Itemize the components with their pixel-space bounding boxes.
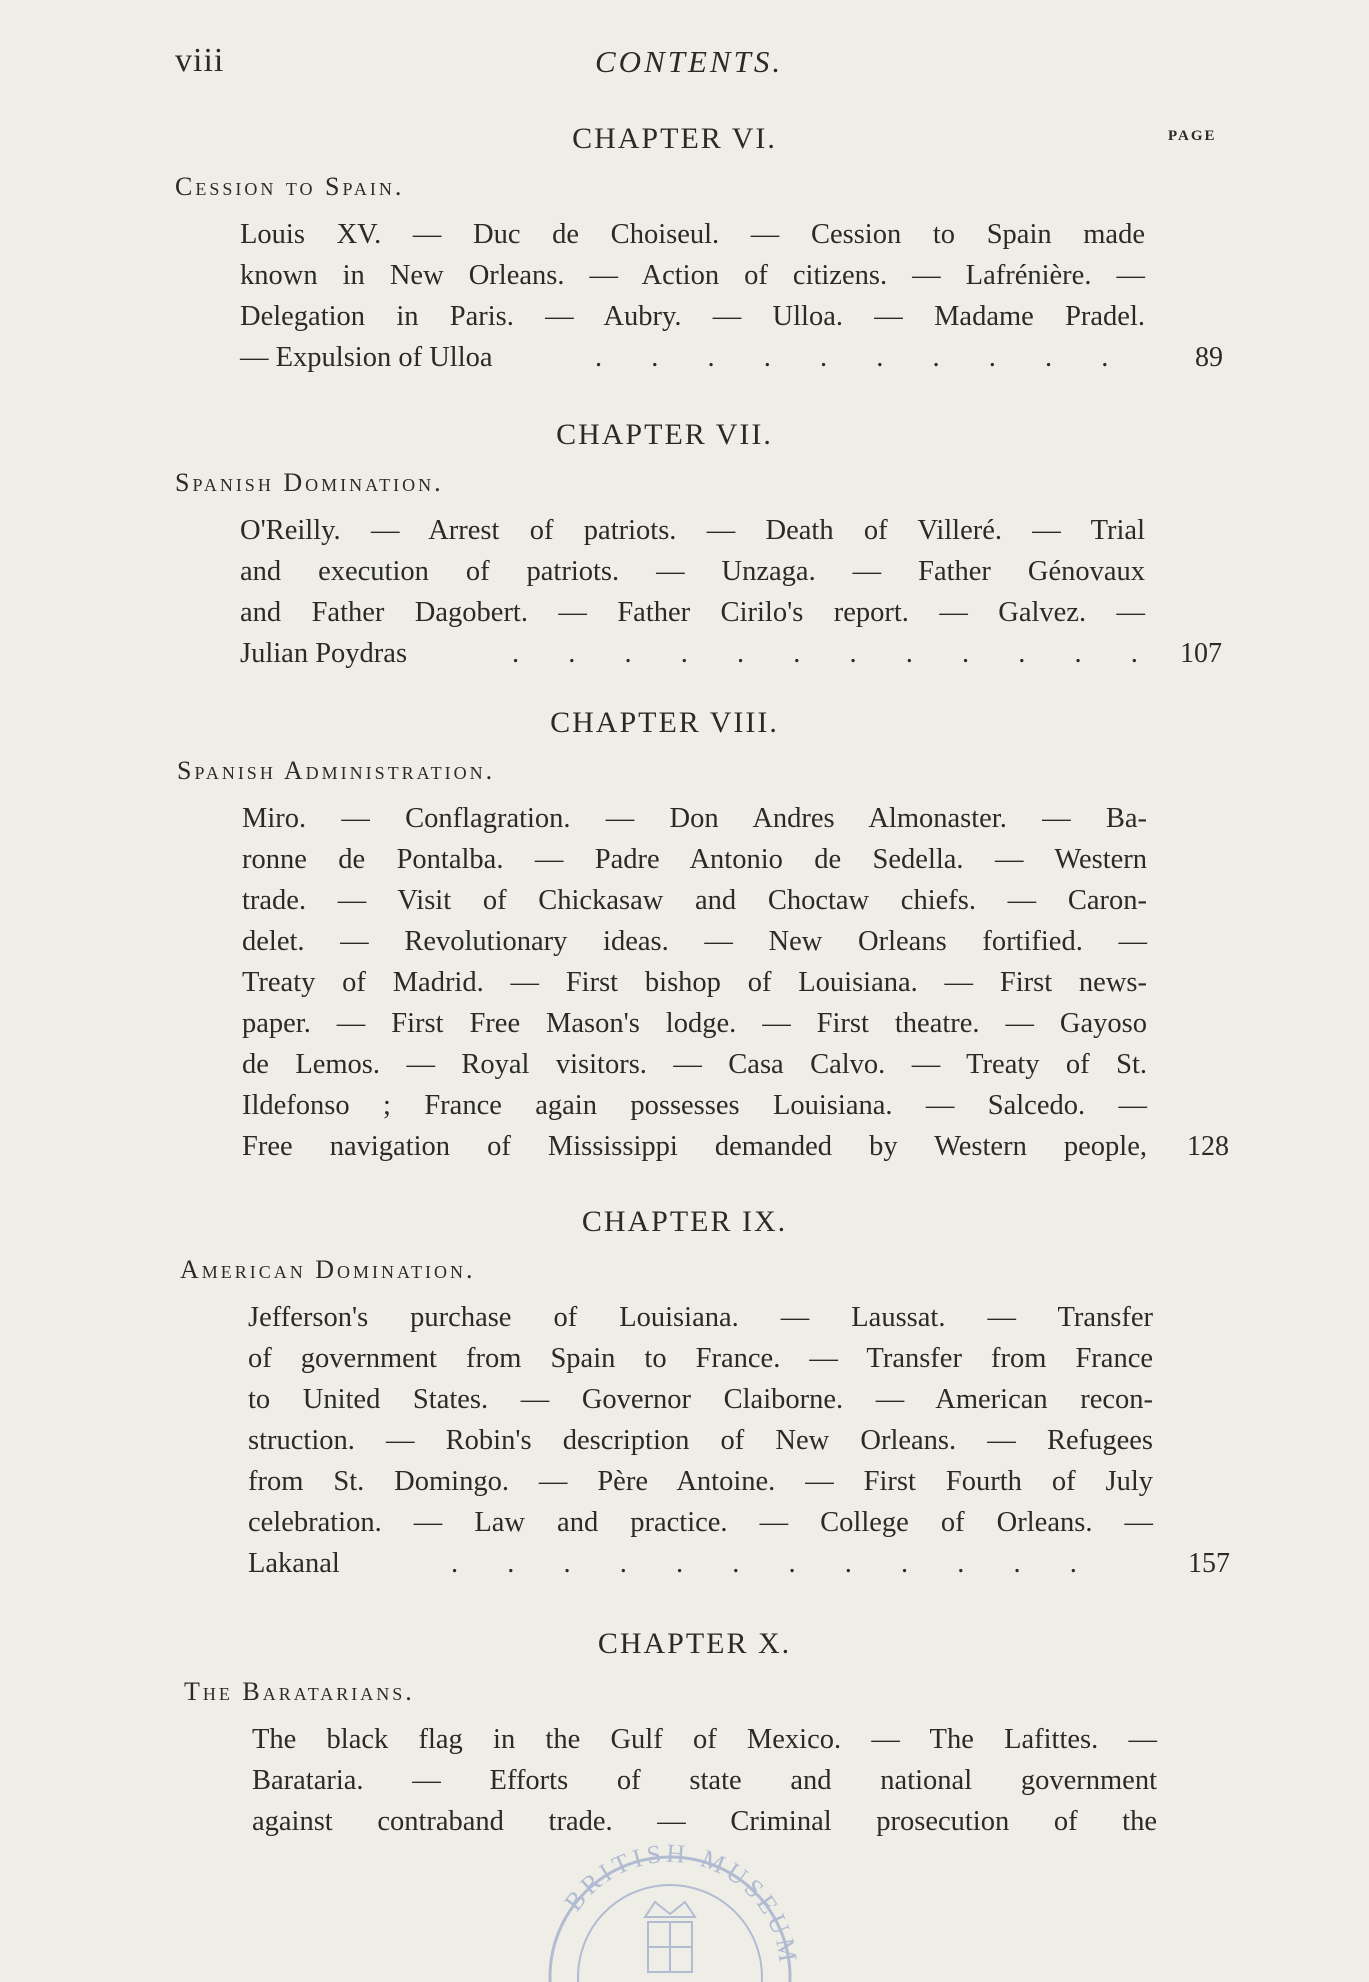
- summary-line: ronne de Pontalba. — Padre Antonio de Sedella. — Western: [242, 844, 1147, 875]
- summary-last-line: Lakanal . . . . . . . . . . . . 157: [248, 1543, 1248, 1584]
- summary-line: Jefferson's purchase of Louisiana. — Laussat. — Transfer: [248, 1302, 1153, 1333]
- dot-leader: . . . . . . . . . .: [595, 342, 1130, 373]
- chapter-heading: CHAPTER VII.: [556, 418, 773, 451]
- summary-line: celebration. — Law and practice. — College of Orleans. —: [248, 1507, 1153, 1538]
- summary-line: Louis XV. — Duc de Choiseul. — Cession to Spain made: [240, 219, 1145, 250]
- summary-line: from St. Domingo. — Père Antoine. — First Fourth of July: [248, 1466, 1153, 1497]
- chapter-title: Cession to Spain.: [175, 172, 405, 201]
- chapter-heading: CHAPTER IX.: [581, 1205, 788, 1238]
- chapter-title: American Domination.: [180, 1255, 476, 1284]
- page-column-label: PAGE: [1168, 128, 1217, 144]
- chapter-summary: [240, 510, 1240, 674]
- summary-line: and execution of patriots. — Unzaga. — Father Génovaux: [240, 556, 1145, 587]
- chapter-title: Spanish Administration.: [177, 756, 496, 785]
- chapter-summary: [242, 798, 1242, 1167]
- chapter-summary: [240, 214, 1240, 378]
- summary-line: Ildefonso ; France again possesses Louisiana. — Salcedo. —: [242, 1090, 1147, 1121]
- summary-line: of government from Spain to France. — Transfer from France: [248, 1343, 1153, 1374]
- chapter-summary: [248, 1297, 1248, 1584]
- summary-line: and Father Dagobert. — Father Cirilo's report. — Galvez. —: [240, 597, 1145, 628]
- svg-text:BRITISH MUSEUM: [559, 1839, 804, 1968]
- page-number: viii: [175, 42, 225, 79]
- summary-line: struction. — Robin's description of New Orleans. — Refugees: [248, 1425, 1153, 1456]
- summary-line: de Lemos. — Royal visitors. — Casa Calvo. — Treaty of St.: [242, 1049, 1147, 1080]
- chapter-title: Spanish Domination.: [175, 468, 444, 497]
- chapter-heading: CHAPTER VI.: [572, 122, 777, 155]
- dot-leader: . . . . . . . . . . . .: [451, 1548, 1098, 1579]
- summary-line: O'Reilly. — Arrest of patriots. — Death of Villeré. — Trial: [240, 515, 1145, 546]
- chapter-heading: CHAPTER VIII.: [550, 706, 779, 739]
- summary-last-line: Julian Poydras . . . . . . . . . . . . 107: [240, 633, 1240, 674]
- page-ref: 89: [1195, 342, 1223, 373]
- page-ref: 107: [1180, 638, 1222, 669]
- page-ref: 157: [1188, 1548, 1230, 1579]
- summary-line: The black flag in the Gulf of Mexico. — The Lafittes. —: [252, 1724, 1157, 1755]
- summary-last-line: Free navigation of Mississippi demanded by Western people, 128: [242, 1126, 1242, 1167]
- summary-line: Delegation in Paris. — Aubry. — Ulloa. — Madame Pradel.: [240, 301, 1145, 332]
- summary-last-line: — Expulsion of Ulloa . . . . . . . . . . 89: [240, 337, 1240, 378]
- summary-line: Barataria. — Efforts of state and national government: [252, 1765, 1157, 1796]
- summary-line: to United States. — Governor Claiborne. — American recon-: [248, 1384, 1153, 1415]
- chapter-heading: CHAPTER X.: [597, 1627, 792, 1660]
- dot-leader: . . . . . . . . . . . .: [512, 638, 1159, 669]
- summary-line: Treaty of Madrid. — First bishop of Louisiana. — First news-: [242, 967, 1147, 998]
- running-head: [175, 42, 1235, 92]
- summary-line: known in New Orleans. — Action of citizens. — Lafrénière. —: [240, 260, 1145, 291]
- chapter-title: The Baratarians.: [184, 1677, 415, 1706]
- running-title: CONTENTS.: [595, 44, 784, 79]
- library-stamp: [520, 1822, 820, 1982]
- page-ref: 128: [1187, 1131, 1229, 1162]
- summary-line: paper. — First Free Mason's lodge. — First theatre. — Gayoso: [242, 1008, 1147, 1039]
- stamp-text: BRITISH MUSEUM: [558, 1838, 804, 1968]
- summary-line: against contraband trade. — Criminal prosecution of the: [252, 1806, 1157, 1837]
- summary-line: delet. — Revolutionary ideas. — New Orleans fortified. —: [242, 926, 1147, 957]
- summary-line: trade. — Visit of Chickasaw and Choctaw chiefs. — Caron-: [242, 885, 1147, 916]
- summary-line: Miro. — Conflagration. — Don Andres Almonaster. — Ba-: [242, 803, 1147, 834]
